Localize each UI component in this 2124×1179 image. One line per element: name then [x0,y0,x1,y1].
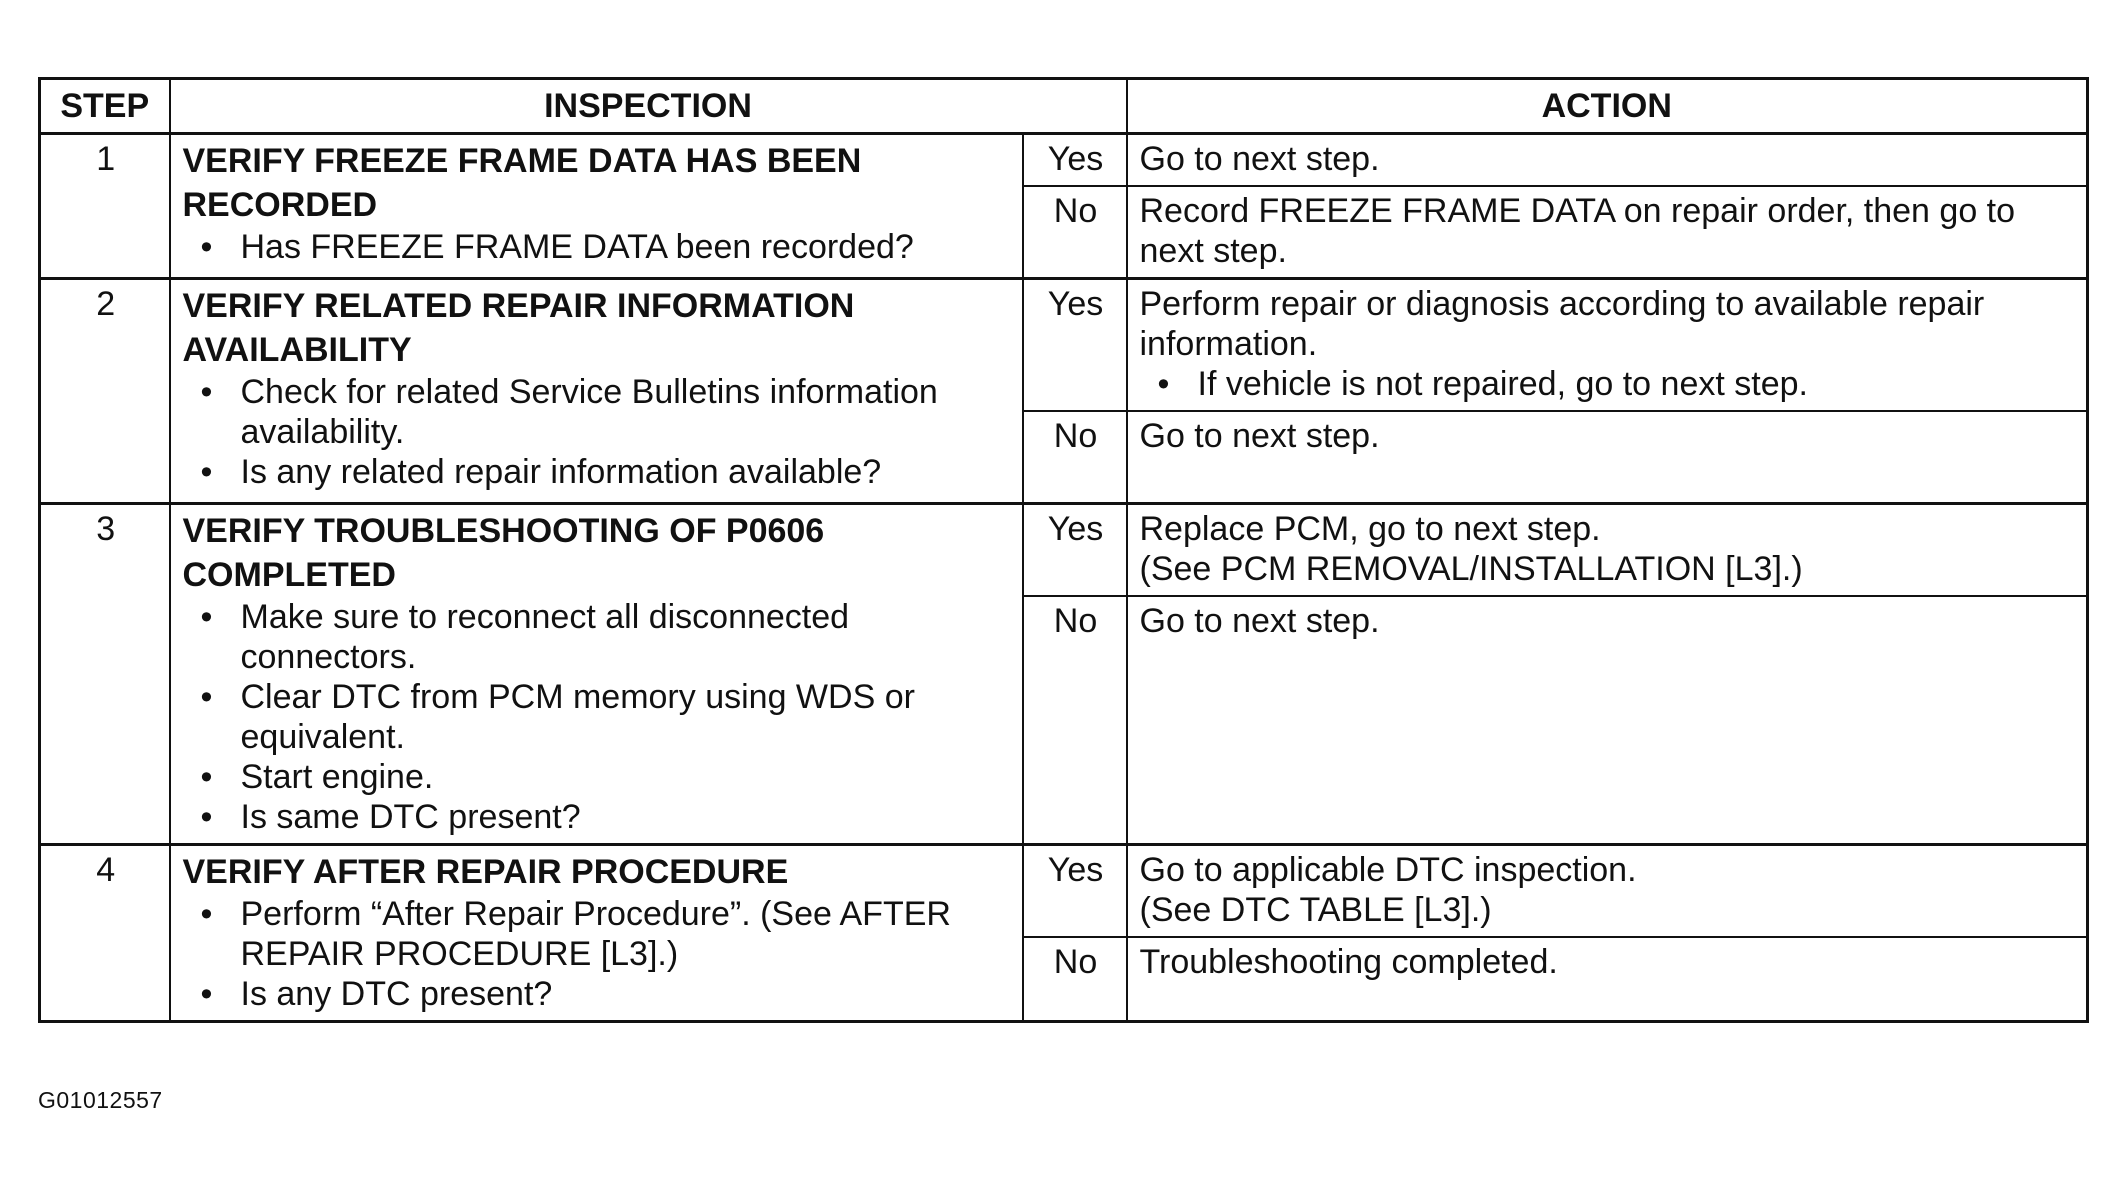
step-4-bullet-1: • Perform “After Repair Procedure”. (See AFTER REPAIR PROCEDURE [L3].) [183,894,1012,974]
yes-label: Yes [1023,134,1127,187]
step-2-inspection [170,279,1023,504]
action-line: (See PCM REMOVAL/INSTALLATION [L3].) [1139,550,1803,588]
yes-label: Yes [1023,845,1127,938]
action-line: Record FREEZE FRAME DATA on repair order, then go to next step. [1139,192,2016,270]
step-3-bullet-2: • Clear DTC from PCM memory using WDS or equivalent. [183,677,1012,757]
step-1-inspection [170,134,1023,279]
step-2-bullet-1: • Check for related Service Bulletins information availability. [183,372,1012,452]
step-2-bullet-2: • Is any related repair information available? [183,452,1012,492]
step-2-no-action [1127,411,2088,504]
action-line: Replace PCM, go to next step. [1139,510,1601,548]
no-label: No [1023,596,1127,845]
step-1-bullet-list [183,227,1012,267]
step-2-title: VERIFY RELATED REPAIR INFORMATION AVAILABILITY [182,287,855,369]
action-line: Go to next step. [1139,602,1380,640]
step-2-yes-bullet-list [1140,364,2077,404]
step-3-bullet-list [183,597,1012,837]
step-1-bullet-1: • Has FREEZE FRAME DATA been recorded? [183,227,1012,267]
step-4-inspection [170,845,1023,1022]
step-3-title: VERIFY TROUBLESHOOTING OF P0606 COMPLETED [182,512,825,594]
step-3-group [40,504,2088,845]
step-4-title: VERIFY AFTER REPAIR PROCEDURE [182,853,789,891]
step-1-no-action [1127,186,2088,279]
step-number: 3 [40,504,170,845]
step-4-bullet-list [183,894,1012,1014]
step-1-group [40,134,2088,279]
figure-id: G01012557 [38,1087,163,1113]
action-line: Go to next step. [1139,140,1380,178]
yes-label: Yes [1023,279,1127,412]
action-column-header: ACTION [1127,79,2088,134]
step-4-yes-row [40,845,2088,938]
yes-label: Yes [1023,504,1127,597]
step-number: 4 [40,845,170,1022]
no-label: No [1023,937,1127,1022]
step-1-title: VERIFY FREEZE FRAME DATA HAS BEEN RECORDED [182,142,862,224]
action-line: Go to applicable DTC inspection. [1139,851,1637,889]
no-label: No [1023,411,1127,504]
step-2-group [40,279,2088,504]
step-3-bullet-3: • Start engine. [183,757,1012,797]
step-3-inspection [170,504,1023,845]
action-line: Go to next step. [1139,417,1380,455]
step-number: 2 [40,279,170,504]
step-3-yes-action [1127,504,2088,597]
action-line: (See DTC TABLE [L3].) [1139,891,1492,929]
action-bullet: • If vehicle is not repaired, go to next step. [1140,364,2077,404]
step-4-bullet-2: • Is any DTC present? [183,974,1012,1014]
step-1-yes-row [40,134,2088,187]
step-column-header: STEP [40,79,170,134]
action-line: Perform repair or diagnosis according to available repair information. [1139,285,1985,363]
step-3-bullet-1: • Make sure to reconnect all disconnected connectors. [183,597,1012,677]
step-3-yes-row [40,504,2088,597]
step-2-yes-row [40,279,2088,412]
inspection-column-header: INSPECTION [170,79,1127,134]
step-2-yes-action [1127,279,2088,412]
no-label: No [1023,186,1127,279]
step-4-yes-action [1127,845,2088,938]
step-1-yes-action [1127,134,2088,187]
action-line: Troubleshooting completed. [1139,943,1558,981]
step-4-no-action [1127,937,2088,1022]
step-3-no-action [1127,596,2088,845]
step-2-bullet-list [183,372,1012,492]
table-header-row [40,79,2088,134]
step-3-bullet-4: • Is same DTC present? [183,797,1012,837]
step-4-group [40,845,2088,1022]
step-number: 1 [40,134,170,279]
diagnostic-procedure-table [38,77,2089,1023]
